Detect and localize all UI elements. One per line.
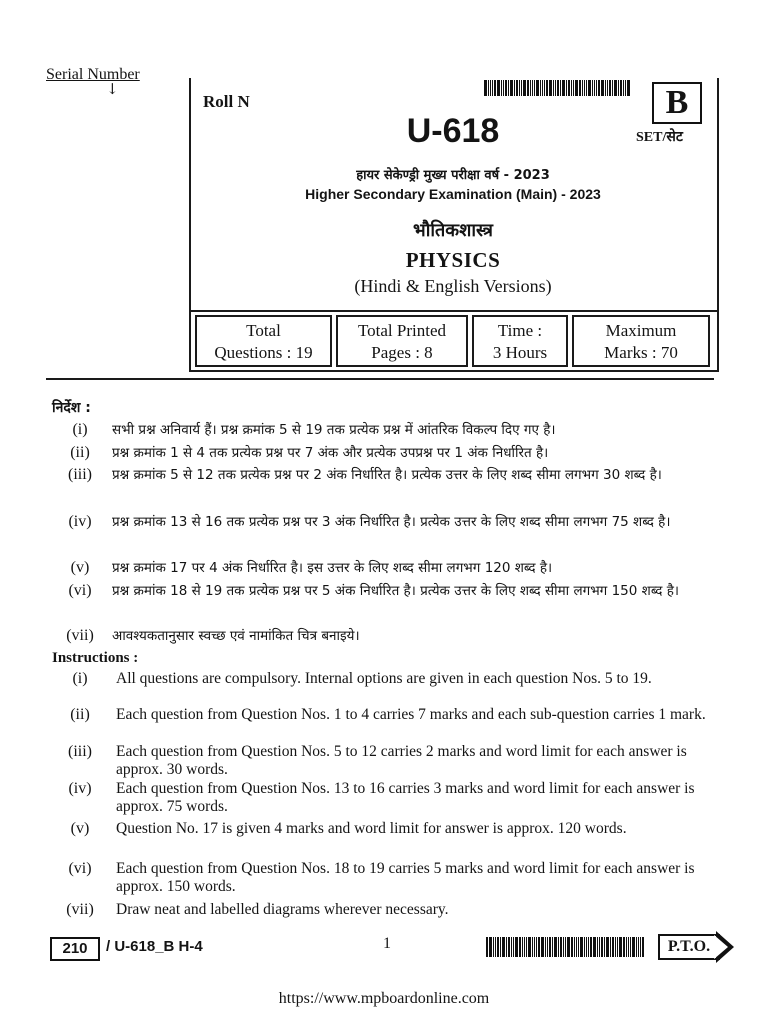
instruction-number: (i) xyxy=(72,421,88,438)
barcode-bar xyxy=(562,80,565,96)
instruction-text: प्रश्न क्रमांक 13 से 16 तक प्रत्येक प्रश्न पर 3 अंक निर्धारित है। प्रत्येक उत्तर के लिए शब्द सीमा लगभग 75 शब्द है। xyxy=(112,514,671,530)
printed-pages-line2: Pages : 8 xyxy=(371,343,433,362)
barcode-bar xyxy=(484,80,487,96)
barcode-bar xyxy=(590,937,592,957)
time-line2: 3 Hours xyxy=(492,343,548,362)
exam-title-hindi: हायर सेकेण्ड्री मुख्य परीक्षा वर्ष - 2023 xyxy=(356,168,550,183)
barcode-bar xyxy=(619,937,622,957)
barcode-bar xyxy=(526,937,527,957)
barcode-bar xyxy=(536,80,539,96)
barcode-bar xyxy=(605,80,606,96)
barcode-bar xyxy=(554,937,557,957)
barcode-bar xyxy=(588,80,591,96)
instruction-text: प्रश्न क्रमांक 5 से 12 तक प्रत्येक प्रश्न पर 2 अंक निर्धारित है। प्रत्येक उत्तर के लिए शब्द सीमा लगभग 30 शब्द है। xyxy=(112,467,662,483)
set-label: SET/सेट xyxy=(636,130,683,145)
barcode-bar xyxy=(567,937,570,957)
barcode-bar xyxy=(511,937,512,957)
time-line1: Time : xyxy=(497,321,543,340)
barcode-bar xyxy=(615,937,616,957)
barcode-bar xyxy=(523,80,526,96)
barcode-bar xyxy=(514,80,515,96)
total-questions-line1: Total xyxy=(246,321,281,340)
barcode-bar xyxy=(544,80,545,96)
barcode-bar xyxy=(571,80,572,96)
instruction-number: (vi) xyxy=(68,582,92,599)
max-marks-cell xyxy=(572,315,710,367)
barcode-bar xyxy=(636,937,637,957)
barcode-bar xyxy=(552,937,553,957)
barcode-bar xyxy=(497,937,499,957)
barcode-bar xyxy=(513,937,514,957)
barcode-bar xyxy=(502,937,505,957)
barcode-bar xyxy=(522,937,523,957)
total-questions-cell xyxy=(195,315,332,367)
instruction-text: Question No. 17 is given 4 marks and word limit for answer is approx. 120 words. xyxy=(116,820,627,837)
barcode-bar xyxy=(601,80,604,96)
barcode-bar xyxy=(625,80,626,96)
subject-hindi: भौतिकशास्त्र xyxy=(413,220,493,241)
barcode-bar xyxy=(592,80,593,96)
instruction-number: (i) xyxy=(72,670,88,687)
printed-pages-cell xyxy=(336,315,468,367)
barcode-bar xyxy=(579,80,581,96)
barcode-bar xyxy=(597,937,598,957)
hindi-instructions-heading: निर्देश : xyxy=(52,400,91,416)
barcode-bar xyxy=(527,80,529,96)
barcode-bar xyxy=(623,80,624,96)
barcode-bar xyxy=(598,80,600,96)
barcode-bar xyxy=(506,937,507,957)
barcode-bar xyxy=(607,80,608,96)
barcode-bar xyxy=(547,937,548,957)
serial-arrow: ↓ xyxy=(106,80,119,98)
barcode-bar xyxy=(500,937,501,957)
time-cell xyxy=(472,315,568,367)
barcode-bar xyxy=(493,937,494,957)
barcode-bar xyxy=(560,80,561,96)
website-link[interactable]: https://www.mpboardonline.com xyxy=(278,990,490,1007)
instruction-text: Each question from Question Nos. 13 to 16 carries 3 marks and word limit for each answer is approx. 75 words. xyxy=(116,780,695,815)
instruction-text: Each question from Question Nos. 5 to 12 carries 2 marks and word limit for each answer is approx. 30 words. xyxy=(116,743,687,778)
barcode-bar xyxy=(557,80,559,96)
barcode-bar xyxy=(549,80,552,96)
footer-paper-code: / U-618_B H-4 xyxy=(106,938,203,955)
barcode-bar xyxy=(542,80,543,96)
barcode-bar xyxy=(519,80,520,96)
barcode-bar xyxy=(532,937,533,957)
barcode-bar xyxy=(524,937,525,957)
barcode-bar xyxy=(586,80,587,96)
instruction-text: प्रश्न क्रमांक 17 पर 4 अंक निर्धारित है। इस उत्तर के लिए शब्द सीमा लगभग 120 शब्द है। xyxy=(112,560,553,576)
barcode-bar xyxy=(540,80,541,96)
instruction-number: (iii) xyxy=(68,743,92,760)
barcode-bar xyxy=(553,80,554,96)
printed-pages-line1: Total Printed xyxy=(357,321,447,340)
barcode-bar xyxy=(571,937,573,957)
instruction-text: Draw neat and labelled diagrams wherever necessary. xyxy=(116,901,449,918)
barcode-bar xyxy=(495,937,496,957)
barcode-bar xyxy=(594,80,595,96)
set-letter-box: B xyxy=(652,82,702,124)
barcode-bar xyxy=(638,937,639,957)
barcode-bar xyxy=(532,80,533,96)
barcode-bar xyxy=(497,80,500,96)
total-questions-line2: Questions : 19 xyxy=(214,343,313,362)
barcode-bar xyxy=(501,80,502,96)
barcode-bar xyxy=(515,937,518,957)
page-number: 1 xyxy=(383,935,391,952)
instruction-text: सभी प्रश्न अनिवार्य हैं। प्रश्न क्रमांक 5 से 19 तक प्रत्येक प्रश्न में आंतरिक विकल्प दिए गए है। xyxy=(112,422,556,438)
barcode-bar xyxy=(538,937,540,957)
barcode-bar xyxy=(503,80,504,96)
barcode-bottom xyxy=(486,937,646,957)
barcode-bar xyxy=(530,80,531,96)
barcode-bar xyxy=(618,80,619,96)
serial-number-label: Serial Number xyxy=(46,66,140,83)
barcode-bar xyxy=(614,80,617,96)
barcode-bar xyxy=(620,80,622,96)
instruction-text: All questions are compulsory. Internal options are given in each question Nos. 5 to 19. xyxy=(116,670,652,687)
barcode-bar xyxy=(582,80,583,96)
barcode-bar xyxy=(573,80,574,96)
barcode-bar xyxy=(601,937,603,957)
barcode-bar xyxy=(516,80,518,96)
instruction-text: प्रश्न क्रमांक 1 से 4 तक प्रत्येक प्रश्न पर 7 अंक और प्रत्येक उपप्रश्न पर 1 अंक निर्धारित है। xyxy=(112,445,549,461)
instruction-text: प्रश्न क्रमांक 18 से 19 तक प्रत्येक प्रश्न पर 5 अंक निर्धारित है। प्रत्येक उत्तर के लिए शब्द सीमा लगभग 150 शब्द है। xyxy=(112,583,680,599)
barcode-bar xyxy=(490,80,491,96)
instruction-number: (iv) xyxy=(68,780,92,797)
barcode-bar xyxy=(574,937,575,957)
barcode-bar xyxy=(593,937,596,957)
barcode-bar xyxy=(486,937,488,957)
barcode-bar xyxy=(627,80,630,96)
paper-code-title: U-618 xyxy=(406,112,500,150)
pto-label: P.T.O. xyxy=(658,934,720,960)
barcode-bar xyxy=(628,937,629,957)
barcode-bar xyxy=(494,80,496,96)
exam-info-row xyxy=(191,310,717,372)
barcode-bar xyxy=(642,937,644,957)
instruction-number: (iv) xyxy=(68,513,92,530)
barcode-bar xyxy=(546,80,548,96)
barcode-bar xyxy=(563,937,564,957)
barcode-bar xyxy=(534,80,535,96)
barcode-bar xyxy=(549,937,551,957)
footer-code-box: 210 xyxy=(50,937,100,961)
barcode-bar xyxy=(584,937,585,957)
barcode-bar xyxy=(560,937,562,957)
barcode-bar xyxy=(626,937,627,957)
barcode-bar xyxy=(599,937,600,957)
barcode-bar xyxy=(640,937,641,957)
barcode-bar xyxy=(545,937,546,957)
barcode-bar xyxy=(536,937,537,957)
barcode-bar xyxy=(610,937,611,957)
instruction-text: Each question from Question Nos. 1 to 4 carries 7 marks and each sub-question carries 1 mark. xyxy=(116,706,706,723)
barcode-bar xyxy=(612,937,614,957)
barcode-bar xyxy=(505,80,507,96)
barcode-bar xyxy=(558,937,559,957)
exam-title-english: Higher Secondary Examination (Main) - 2023 xyxy=(305,186,601,202)
instruction-text: Each question from Question Nos. 18 to 19 carries 5 marks and word limit for each answer is approx. 150 words. xyxy=(116,860,695,895)
barcode-bar xyxy=(632,937,635,957)
barcode-bar xyxy=(612,80,613,96)
instruction-number: (ii) xyxy=(70,706,90,723)
barcode-bar xyxy=(575,80,578,96)
barcode-bar xyxy=(578,937,579,957)
barcode-bar xyxy=(630,937,631,957)
barcode-bar xyxy=(609,80,611,96)
roll-number-label: Roll N xyxy=(203,92,250,111)
barcode-bar xyxy=(541,937,544,957)
barcode-top xyxy=(484,80,634,96)
max-marks-line2: Marks : 70 xyxy=(604,343,678,362)
barcode-bar xyxy=(528,937,531,957)
barcode-bar xyxy=(576,937,577,957)
barcode-bar xyxy=(508,937,510,957)
barcode-bar xyxy=(534,937,535,957)
barcode-bar xyxy=(588,937,589,957)
barcode-bar xyxy=(586,937,587,957)
versions-note: (Hindi & English Versions) xyxy=(354,276,552,296)
barcode-bar xyxy=(519,937,521,957)
instruction-number: (vi) xyxy=(68,860,92,877)
barcode-bar xyxy=(492,80,493,96)
barcode-bar xyxy=(565,937,566,957)
barcode-bar xyxy=(606,937,609,957)
english-instructions-heading: Instructions : xyxy=(52,650,139,666)
instruction-number: (vii) xyxy=(66,901,94,918)
barcode-bar xyxy=(584,80,585,96)
barcode-bar xyxy=(568,80,570,96)
instruction-text: आवश्यकतानुसार स्वच्छ एवं नामांकित चित्र बनाइये। xyxy=(112,628,360,644)
barcode-bar xyxy=(489,937,492,957)
barcode-bar xyxy=(510,80,513,96)
instruction-number: (vii) xyxy=(66,627,94,644)
instruction-number: (ii) xyxy=(70,444,90,461)
barcode-bar xyxy=(623,937,625,957)
barcode-bar xyxy=(488,80,489,96)
barcode-bar xyxy=(604,937,605,957)
instruction-number: (v) xyxy=(70,820,90,837)
subject-english: PHYSICS xyxy=(405,248,501,272)
barcode-bar xyxy=(596,80,597,96)
barcode-bar xyxy=(566,80,567,96)
barcode-bar xyxy=(617,937,618,957)
pto-arrow-icon xyxy=(716,931,734,963)
barcode-bar xyxy=(521,80,522,96)
header-divider xyxy=(46,378,714,380)
barcode-bar xyxy=(580,937,583,957)
instruction-number: (v) xyxy=(70,559,90,576)
barcode-bar xyxy=(555,80,556,96)
max-marks-line1: Maximum xyxy=(605,321,677,340)
instruction-number: (iii) xyxy=(68,466,92,483)
barcode-bar xyxy=(508,80,509,96)
